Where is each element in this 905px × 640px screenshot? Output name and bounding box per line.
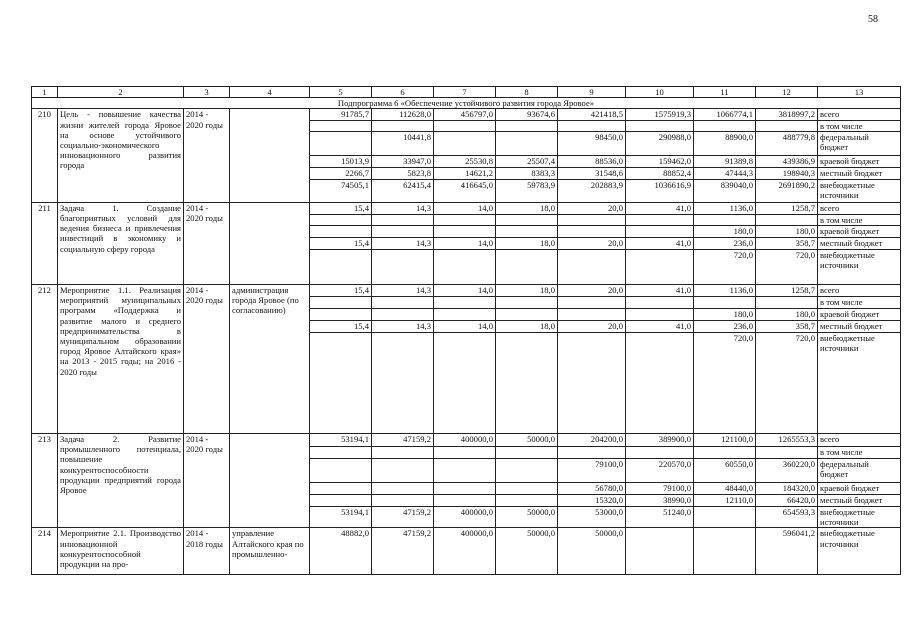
value-cell: [496, 250, 558, 285]
value-cell: 159462,0: [626, 155, 694, 167]
funding-source: всего: [818, 285, 901, 297]
header-cell: 1: [32, 87, 58, 98]
value-cell: [558, 214, 626, 225]
value-cell: 400000,0: [434, 507, 496, 528]
header-cell: 6: [372, 87, 434, 98]
value-cell: 180,0: [756, 309, 818, 321]
header-cell: 7: [434, 87, 496, 98]
item-period-text: 2014 - 2020 годы: [186, 109, 223, 130]
value-cell: 15,4: [310, 285, 372, 297]
value-cell: 184320,0: [756, 483, 818, 495]
value-cell: 421418,5: [558, 109, 626, 120]
value-cell: 18,0: [496, 238, 558, 250]
funding-source: местный бюджет: [818, 167, 901, 179]
item-period: [184, 202, 230, 284]
value-cell: 720,0: [694, 333, 756, 434]
value-cell: 180,0: [756, 226, 818, 238]
value-cell: 18,0: [496, 202, 558, 214]
value-cell: [626, 250, 694, 285]
value-cell: [434, 131, 496, 155]
value-cell: [310, 309, 372, 321]
value-cell: 1258,7: [756, 285, 818, 297]
value-cell: [756, 297, 818, 309]
row-number-text: 213: [38, 434, 51, 445]
value-cell: 400000,0: [434, 434, 496, 447]
item-name: [58, 434, 184, 528]
header-cell: 11: [694, 87, 756, 98]
value-cell: 93674,6: [496, 109, 558, 120]
item-period: [184, 434, 230, 528]
value-cell: [310, 333, 372, 434]
value-cell: 360220,0: [756, 459, 818, 483]
value-cell: [694, 297, 756, 309]
value-cell: 15,4: [310, 238, 372, 250]
row-number-text: 211: [38, 202, 51, 213]
header-cell: 3: [184, 87, 230, 98]
header-cell: 8: [496, 87, 558, 98]
value-cell: [310, 483, 372, 495]
value-cell: [626, 214, 694, 225]
row-number: [32, 109, 58, 202]
value-cell: [372, 495, 434, 507]
value-cell: 98450,0: [558, 131, 626, 155]
value-cell: 88852,4: [626, 167, 694, 179]
value-cell: 14,0: [434, 238, 496, 250]
value-cell: [372, 226, 434, 238]
funding-source: местный бюджет: [818, 238, 901, 250]
value-cell: [496, 459, 558, 483]
value-cell: 14,3: [372, 238, 434, 250]
value-cell: [310, 120, 372, 131]
row-number: [32, 528, 58, 575]
value-cell: 1136,0: [694, 202, 756, 214]
value-cell: [496, 333, 558, 434]
funding-source: всего: [818, 109, 901, 120]
value-cell: [434, 214, 496, 225]
value-cell: 358,7: [756, 321, 818, 333]
funding-source: внебюджетные источники: [818, 250, 901, 285]
item-period-text: 2014 - 2020 годы: [186, 285, 223, 306]
value-cell: 41,0: [626, 202, 694, 214]
value-cell: 488779,8: [756, 131, 818, 155]
value-cell: 14,0: [434, 202, 496, 214]
value-cell: [626, 297, 694, 309]
funding-source: внебюджетные источники: [818, 333, 901, 434]
value-cell: 20,0: [558, 202, 626, 214]
value-cell: 14,0: [434, 321, 496, 333]
funding-source: внебюджетные источники: [818, 528, 901, 575]
subprogram-title: Подпрограмма 6 «Обеспечение устойчивого развития города Яровое»: [32, 98, 901, 109]
value-cell: [558, 250, 626, 285]
value-cell: 47444,3: [694, 167, 756, 179]
row-number: [32, 202, 58, 284]
value-cell: 41,0: [626, 285, 694, 297]
value-cell: 14,3: [372, 321, 434, 333]
value-cell: [434, 226, 496, 238]
value-cell: 439386,9: [756, 155, 818, 167]
item-period-text: 2014 - 2020 годы: [186, 202, 223, 224]
value-cell: 91785,7: [310, 109, 372, 120]
value-cell: [496, 309, 558, 321]
value-cell: 14,0: [434, 285, 496, 297]
header-cell: 2: [58, 87, 184, 98]
funding-source: федеральный бюджет: [818, 131, 901, 155]
value-cell: 389900,0: [626, 434, 694, 447]
item-name-text: Задача 2. Развитие промышленного потенциала, повышение конкурентоспособности продукции предприятий города Яровое: [60, 434, 181, 496]
value-cell: 654593,3: [756, 507, 818, 528]
funding-source: всего: [818, 434, 901, 447]
value-cell: [496, 297, 558, 309]
value-cell: [310, 297, 372, 309]
value-cell: [372, 297, 434, 309]
value-cell: 33947,0: [372, 155, 434, 167]
subprogram-row: [32, 98, 901, 109]
value-cell: 60550,0: [694, 459, 756, 483]
value-cell: 91389,8: [694, 155, 756, 167]
value-cell: 51240,0: [626, 507, 694, 528]
value-cell: [372, 459, 434, 483]
value-cell: 50000,0: [496, 507, 558, 528]
value-cell: [372, 214, 434, 225]
funding-source: внебюджетные источники: [818, 507, 901, 528]
value-cell: 88536,0: [558, 155, 626, 167]
item-period: [184, 528, 230, 575]
value-cell: [626, 120, 694, 131]
item-name-text: Задача 1. Создание благоприятных условий для ведения бизнеса и привлечения инвестиций в экономику и социальную сферу города: [60, 202, 181, 254]
item-period: [184, 285, 230, 434]
value-cell: 79100,0: [558, 459, 626, 483]
value-cell: [372, 120, 434, 131]
value-cell: 720,0: [756, 333, 818, 434]
value-cell: [694, 447, 756, 459]
value-cell: [756, 447, 818, 459]
header-cell: 4: [230, 87, 310, 98]
value-cell: [626, 447, 694, 459]
value-cell: 56780,0: [558, 483, 626, 495]
value-cell: 15,4: [310, 321, 372, 333]
value-cell: [626, 309, 694, 321]
value-cell: [496, 495, 558, 507]
funding-source: всего: [818, 202, 901, 214]
value-cell: [694, 214, 756, 225]
value-cell: 720,0: [694, 250, 756, 285]
value-cell: [496, 483, 558, 495]
row-number: [32, 285, 58, 434]
value-cell: [496, 226, 558, 238]
value-cell: [756, 120, 818, 131]
value-cell: 47159,2: [372, 507, 434, 528]
header-cell: 12: [756, 87, 818, 98]
value-cell: 358,7: [756, 238, 818, 250]
value-cell: 14,3: [372, 285, 434, 297]
value-cell: [310, 131, 372, 155]
value-cell: 204200,0: [558, 434, 626, 447]
value-cell: 1575919,3: [626, 109, 694, 120]
value-cell: 47159,2: [372, 528, 434, 575]
value-cell: 1036616,9: [626, 179, 694, 202]
funding-source: краевой бюджет: [818, 483, 901, 495]
funding-source: в том числе: [818, 214, 901, 225]
value-cell: [372, 250, 434, 285]
value-cell: 10441,8: [372, 131, 434, 155]
value-cell: [310, 226, 372, 238]
value-cell: 47159,2: [372, 434, 434, 447]
value-cell: [434, 495, 496, 507]
funding-source: в том числе: [818, 297, 901, 309]
value-cell: 18,0: [496, 285, 558, 297]
value-cell: [310, 214, 372, 225]
value-cell: 50000,0: [558, 528, 626, 575]
value-cell: [558, 226, 626, 238]
value-cell: 41,0: [626, 238, 694, 250]
value-cell: [434, 297, 496, 309]
value-cell: 15320,0: [558, 495, 626, 507]
value-cell: [558, 297, 626, 309]
value-cell: 5823,8: [372, 167, 434, 179]
value-cell: 2691890,2: [756, 179, 818, 202]
funding-source: местный бюджет: [818, 495, 901, 507]
item-name-text: Цель - повышение качества жизни жителей города Яровое на основе устойчивого социально-экономического инновационного развития города: [60, 109, 181, 171]
value-cell: 180,0: [694, 226, 756, 238]
value-cell: [372, 447, 434, 459]
value-cell: [434, 483, 496, 495]
value-cell: 1265553,3: [756, 434, 818, 447]
program-table: [31, 86, 901, 575]
header-cell: 9: [558, 87, 626, 98]
item-executor: [230, 285, 310, 434]
value-cell: 112628,0: [372, 109, 434, 120]
value-cell: [434, 459, 496, 483]
header-row: [32, 87, 901, 98]
value-cell: 88900,0: [694, 131, 756, 155]
value-cell: [558, 333, 626, 434]
row-number: [32, 434, 58, 528]
value-cell: 53194,1: [310, 434, 372, 447]
funding-source: местный бюджет: [818, 321, 901, 333]
value-cell: [496, 214, 558, 225]
item-executor: [230, 109, 310, 202]
value-cell: 14,3: [372, 202, 434, 214]
value-cell: 25507,4: [496, 155, 558, 167]
value-cell: [496, 447, 558, 459]
value-cell: [434, 447, 496, 459]
item-name-text: Мероприятие 1.1. Реализация мероприятий муниципальных программ «Поддержка и развитие малого и среднего предпринимательства в муниципальном образовании город Яровое Алтайского края» на 2013 - 2015 годы; на 2016 - 2020 годы: [60, 285, 181, 377]
value-cell: 1136,0: [694, 285, 756, 297]
header-cell: 13: [818, 87, 901, 98]
value-cell: 62415,4: [372, 179, 434, 202]
item-name: [58, 109, 184, 202]
funding-source: краевой бюджет: [818, 155, 901, 167]
value-cell: 202883,9: [558, 179, 626, 202]
value-cell: [558, 309, 626, 321]
value-cell: 12110,0: [694, 495, 756, 507]
value-cell: [694, 507, 756, 528]
value-cell: [496, 120, 558, 131]
value-cell: 400000,0: [434, 528, 496, 575]
value-cell: 74505,1: [310, 179, 372, 202]
value-cell: 416645,0: [434, 179, 496, 202]
table-row: [32, 109, 901, 120]
value-cell: [434, 309, 496, 321]
value-cell: [694, 120, 756, 131]
value-cell: [756, 214, 818, 225]
value-cell: 2266,7: [310, 167, 372, 179]
value-cell: [694, 528, 756, 575]
item-name: [58, 528, 184, 575]
value-cell: 236,0: [694, 321, 756, 333]
item-period-text: 2014 - 2018 годы: [186, 528, 223, 549]
item-period: [184, 109, 230, 202]
value-cell: [496, 131, 558, 155]
value-cell: [434, 120, 496, 131]
table-row: [32, 434, 901, 447]
value-cell: 50000,0: [496, 528, 558, 575]
item-executor: [230, 434, 310, 528]
value-cell: 180,0: [694, 309, 756, 321]
table-row: [32, 528, 901, 575]
value-cell: [310, 447, 372, 459]
value-cell: 720,0: [756, 250, 818, 285]
value-cell: 38990,0: [626, 495, 694, 507]
value-cell: [310, 250, 372, 285]
row-number-text: 210: [38, 109, 51, 120]
value-cell: 48882,0: [310, 528, 372, 575]
value-cell: 290988,0: [626, 131, 694, 155]
value-cell: [434, 250, 496, 285]
item-name-text: Мероприятие 2.1. Производство инновационной конкурентоспособной продукции на про-: [60, 528, 181, 570]
table-row: [32, 202, 901, 214]
value-cell: 596041,2: [756, 528, 818, 575]
value-cell: [310, 459, 372, 483]
value-cell: [626, 333, 694, 434]
value-cell: 1066774,1: [694, 109, 756, 120]
row-number-text: 212: [38, 285, 51, 296]
value-cell: 20,0: [558, 238, 626, 250]
funding-source: краевой бюджет: [818, 309, 901, 321]
value-cell: 66420,0: [756, 495, 818, 507]
value-cell: 8383,3: [496, 167, 558, 179]
item-executor-text: управление Алтайского края по промышленно-: [232, 528, 304, 559]
item-executor: [230, 202, 310, 284]
value-cell: 1258,7: [756, 202, 818, 214]
value-cell: [626, 528, 694, 575]
row-number-text: 214: [38, 528, 51, 539]
value-cell: 20,0: [558, 285, 626, 297]
item-executor: [230, 528, 310, 575]
value-cell: 198940,3: [756, 167, 818, 179]
value-cell: 25530,8: [434, 155, 496, 167]
funding-source: внебюджетные источники: [818, 179, 901, 202]
funding-source: в том числе: [818, 447, 901, 459]
value-cell: 50000,0: [496, 434, 558, 447]
value-cell: 20,0: [558, 321, 626, 333]
value-cell: [372, 483, 434, 495]
value-cell: 18,0: [496, 321, 558, 333]
page-number: 58: [868, 14, 878, 25]
value-cell: 121100,0: [694, 434, 756, 447]
value-cell: 53000,0: [558, 507, 626, 528]
funding-source: краевой бюджет: [818, 226, 901, 238]
value-cell: 41,0: [626, 321, 694, 333]
table-row: [32, 285, 901, 297]
funding-source: в том числе: [818, 120, 901, 131]
value-cell: [310, 495, 372, 507]
value-cell: [372, 309, 434, 321]
funding-source: федеральный бюджет: [818, 459, 901, 483]
item-name: [58, 285, 184, 434]
value-cell: [626, 226, 694, 238]
value-cell: 31548,6: [558, 167, 626, 179]
header-cell: 10: [626, 87, 694, 98]
value-cell: [558, 447, 626, 459]
value-cell: 48440,0: [694, 483, 756, 495]
value-cell: 15,4: [310, 202, 372, 214]
value-cell: 53194,1: [310, 507, 372, 528]
value-cell: 79100,0: [626, 483, 694, 495]
value-cell: [434, 333, 496, 434]
header-cell: 5: [310, 87, 372, 98]
value-cell: [372, 333, 434, 434]
value-cell: 15013,9: [310, 155, 372, 167]
item-period-text: 2014 - 2020 годы: [186, 434, 223, 455]
item-name: [58, 202, 184, 284]
value-cell: 236,0: [694, 238, 756, 250]
value-cell: 3818997,2: [756, 109, 818, 120]
value-cell: 839040,0: [694, 179, 756, 202]
item-executor-text: администрация города Яровое (по согласованию): [232, 285, 299, 316]
value-cell: [558, 120, 626, 131]
value-cell: 220570,0: [626, 459, 694, 483]
value-cell: 456797,0: [434, 109, 496, 120]
value-cell: 59783,9: [496, 179, 558, 202]
value-cell: 14621,2: [434, 167, 496, 179]
